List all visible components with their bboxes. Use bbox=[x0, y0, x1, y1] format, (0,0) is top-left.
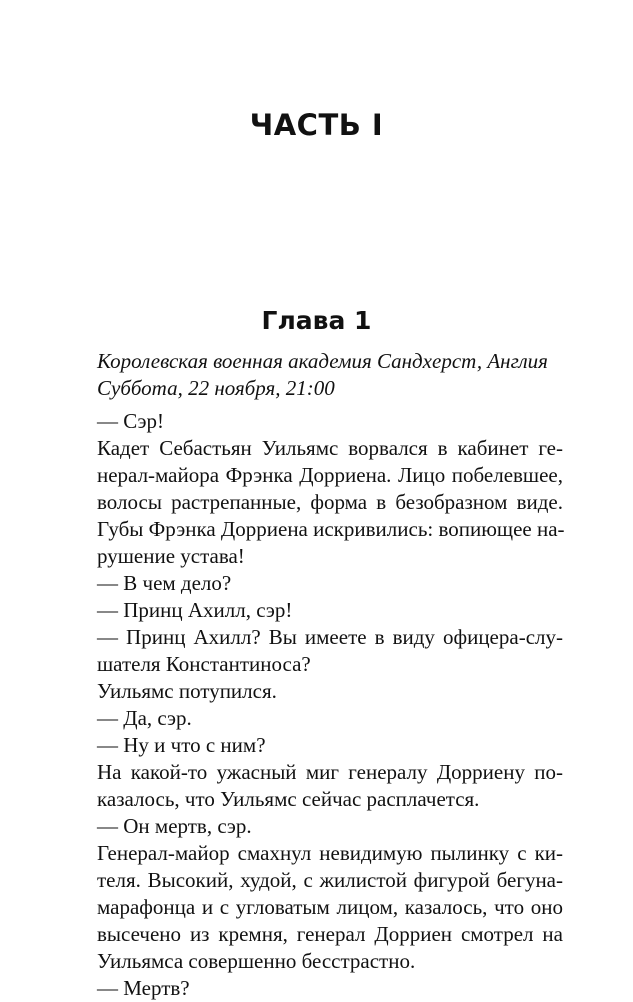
text-line: рушение устава! bbox=[97, 544, 245, 568]
text-line: марафонца и с угловатым лицом, казалось, что оно bbox=[97, 895, 563, 919]
epigraph bbox=[97, 348, 577, 402]
chapter-body-text bbox=[97, 408, 563, 1002]
text-line: Губы Фрэнка Дорриена искривились: вопиющее на- bbox=[97, 517, 565, 541]
text-line: теля. Высокий, худой, с жилистой фигурой бегуна- bbox=[97, 868, 563, 892]
epigraph-datetime: Суббота, 22 ноября, 21:00 bbox=[97, 376, 335, 400]
text-line: Кадет Себастьян Уильямс ворвался в кабинет ге- bbox=[97, 436, 563, 460]
text-line: казалось, что Уильямс сейчас расплачется. bbox=[97, 787, 480, 811]
text-line: — Мертв? bbox=[97, 976, 190, 1000]
text-line: — Да, сэр. bbox=[97, 706, 192, 730]
text-line: — Принц Ахилл? Вы имеете в виду офицера-слу- bbox=[97, 625, 563, 649]
text-line: Уильямса совершенно бесстрастно. bbox=[97, 949, 416, 973]
text-line: высечено из кремня, генерал Дорриен смотрел на bbox=[97, 922, 563, 946]
text-line: — Сэр! bbox=[97, 409, 165, 433]
text-line: — Ну и что с ним? bbox=[97, 733, 266, 757]
chapter-title: Глава 1 bbox=[261, 306, 372, 335]
text-line: шателя Константиноса? bbox=[97, 652, 311, 676]
epigraph-location: Королевская военная академия Сандхерст, Англия bbox=[97, 349, 548, 373]
text-line: волосы растрепанные, форма в безобразном виде. bbox=[97, 490, 563, 514]
text-line: — Принц Ахилл, сэр! bbox=[97, 598, 293, 622]
part-title: ЧАСТЬ I bbox=[249, 108, 384, 142]
text-line: Генерал-майор смахнул невидимую пылинку с ки- bbox=[97, 841, 563, 865]
text-line: — В чем дело? bbox=[97, 571, 232, 595]
text-line: — Он мертв, сэр. bbox=[97, 814, 252, 838]
text-line: На какой-то ужасный миг генералу Дорриену по- bbox=[97, 760, 563, 784]
text-line: нерал-майора Фрэнка Дорриена. Лицо побелевшее, bbox=[97, 463, 563, 487]
text-line: Уильямс потупился. bbox=[97, 679, 277, 703]
